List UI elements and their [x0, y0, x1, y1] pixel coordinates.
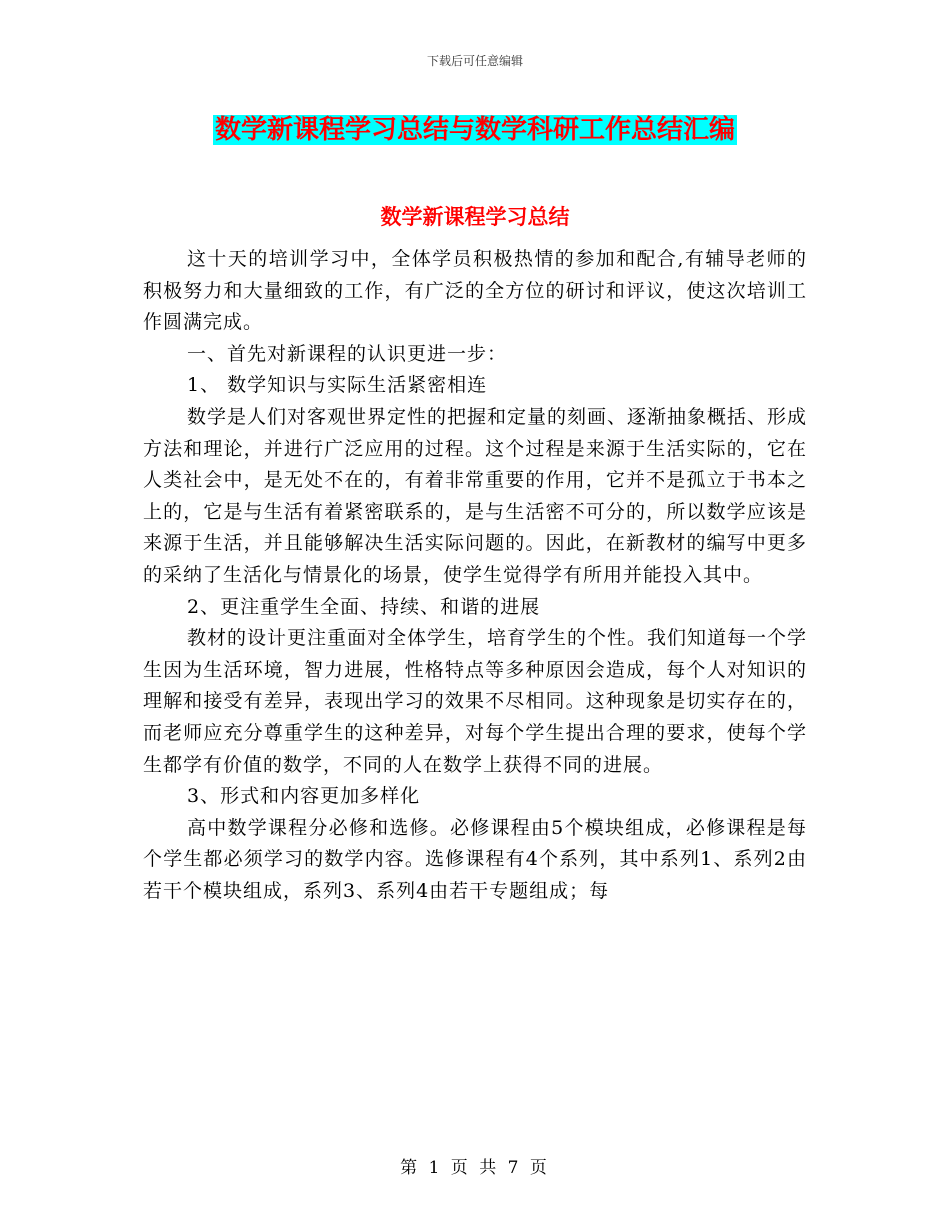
heading-level-1: 一、首先对新课程的认识更进一步：	[187, 342, 508, 365]
paragraph-3: 高中数学课程分必修和选修。必修课程由5个模块组成，必修课程是每个学生都必须学习的数学内容。选修课程有4个系列，其中系列1、系列2由若干个模块组成，系列3、系列4由若干专题组成；每	[143, 816, 807, 902]
body-text	[143, 244, 807, 907]
paragraph-intro: 这十天的培训学习中，全体学员积极热情的参加和配合,有辅导老师的积极努力和大量细致的工作，有广泛的全方位的研讨和评议，使这次培训工作圆满完成。	[143, 248, 807, 334]
subheading-3: 3、形式和内容更加多样化	[187, 785, 421, 808]
subheading-1: 1、 数学知识与实际生活紧密相连	[187, 374, 488, 397]
subheading-2: 2、更注重学生全面、持续、和谐的进展	[187, 595, 541, 618]
page-footer: 第 1 页 共 7 页	[400, 1158, 550, 1178]
header-note: 下载后可任意编辑	[426, 54, 523, 68]
paragraph-1: 数学是人们对客观世界定性的把握和定量的刻画、逐渐抽象概括、形成方法和理论，并进行广泛应用的过程。这个过程是来源于生活实际的，它在人类社会中，是无处不在的，有着非常重要的作用，它并不是孤立于书本之上的，它是与生活有着紧密联系的，是与生活密不可分的，所以数学应该是来源于生活，并且能够解决生活实际问题的。因此，在新教材的编写中更多的采纳了生活化与情景化的场景，使学生觉得学有所用并能投入其中。	[143, 405, 808, 586]
main-title	[0, 112, 950, 148]
section-title: 数学新课程学习总结	[380, 204, 570, 229]
main-title-text: 数学新课程学习总结与数学科研工作总结汇编	[214, 115, 735, 145]
paragraph-2: 教材的设计更注重面对全体学生，培育学生的个性。我们知道每一个学生因为生活环境，智力进展，性格特点等多种原因会造成，每个人对知识的理解和接受有差异，表现出学习的效果不尽相同。这种现象是切实存在的，而老师应充分尊重学生的这种差异，对每个学生提出合理的要求，使每个学生都学有价值的数学，不同的人在数学上获得不同的进展。	[143, 627, 808, 776]
